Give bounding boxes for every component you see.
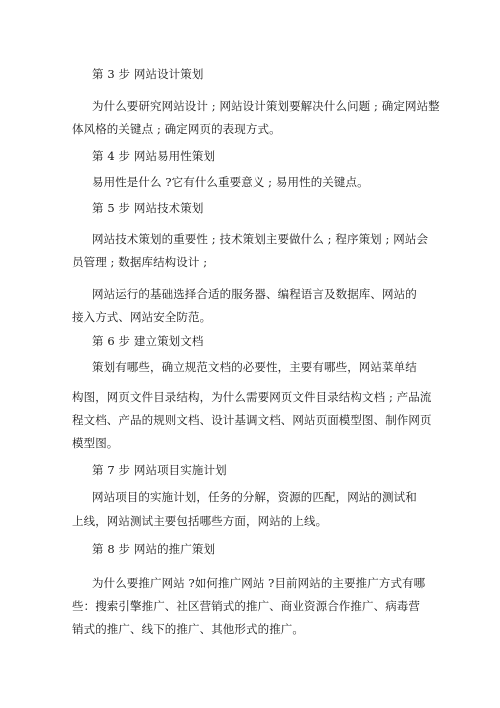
- step-5-paragraph-line: 网站运行的基础选择合适的服务器、编程语言及数据库、网站的: [92, 287, 417, 301]
- step-7-paragraph-line: 上线，网站测试主要包括哪些方面，网站的上线。: [72, 514, 328, 528]
- step-4-heading: 第 4 步 网站易用性策划: [92, 149, 216, 163]
- step-6-heading: 第 6 步 建立策划文档: [92, 334, 204, 348]
- step-5-paragraph-line: 接入方式、网站安全防范。: [72, 310, 212, 324]
- step-3-paragraph-line: 为什么要研究网站设计 ; 网站设计策划要解决什么问题 ; 确定网站整: [92, 99, 440, 113]
- step-5-paragraph-line: 员管理 ; 数据库结构设计 ;: [72, 255, 208, 269]
- step-6-paragraph-line: 模型图。: [72, 436, 119, 450]
- step-5-heading: 第 5 步 网站技术策划: [92, 201, 204, 215]
- step-3-heading: 第 3 步 网站设计策划: [92, 67, 204, 81]
- step-6-paragraph-line: 程文档、产品的规则文档、设计基调文档、网站页面模型图、制作网页: [72, 413, 432, 427]
- step-8-paragraph-line: 销式的推广、线下的推广、其他形式的推广。: [72, 622, 304, 636]
- step-7-paragraph-line: 网站项目的实施计划，任务的分解，资源的匹配，网站的测试和: [92, 490, 417, 504]
- step-7-heading: 第 7 步 网站项目实施计划: [92, 463, 227, 477]
- step-3-paragraph-line: 体风格的关键点 ; 确定网页的表现方式。: [72, 122, 281, 136]
- step-4-paragraph-line: 易用性是什么 ?它有什么重要意义 ; 易用性的关键点。: [92, 175, 369, 189]
- step-8-heading: 第 8 步 网站的推广策划: [92, 542, 216, 556]
- step-6-paragraph-line: 构图，网页文件目录结构，为什么需要网页文件目录结构文档 ; 产品流: [72, 390, 432, 404]
- step-5-paragraph-line: 网站技术策划的重要性 ; 技术策划主要做什么 ; 程序策划 ; 网站会: [92, 232, 429, 246]
- step-6-paragraph-line: 策划有哪些，确立规范文档的必要性，主要有哪些，网站菜单结: [92, 360, 417, 374]
- step-8-paragraph-line: 些：搜索引擎推广、社区营销式的推广、商业资源合作推广、病毒营: [72, 599, 420, 613]
- step-8-paragraph-line: 为什么要推广网站 ?如何推广网站 ?目前网站的主要推广方式有哪: [92, 576, 426, 590]
